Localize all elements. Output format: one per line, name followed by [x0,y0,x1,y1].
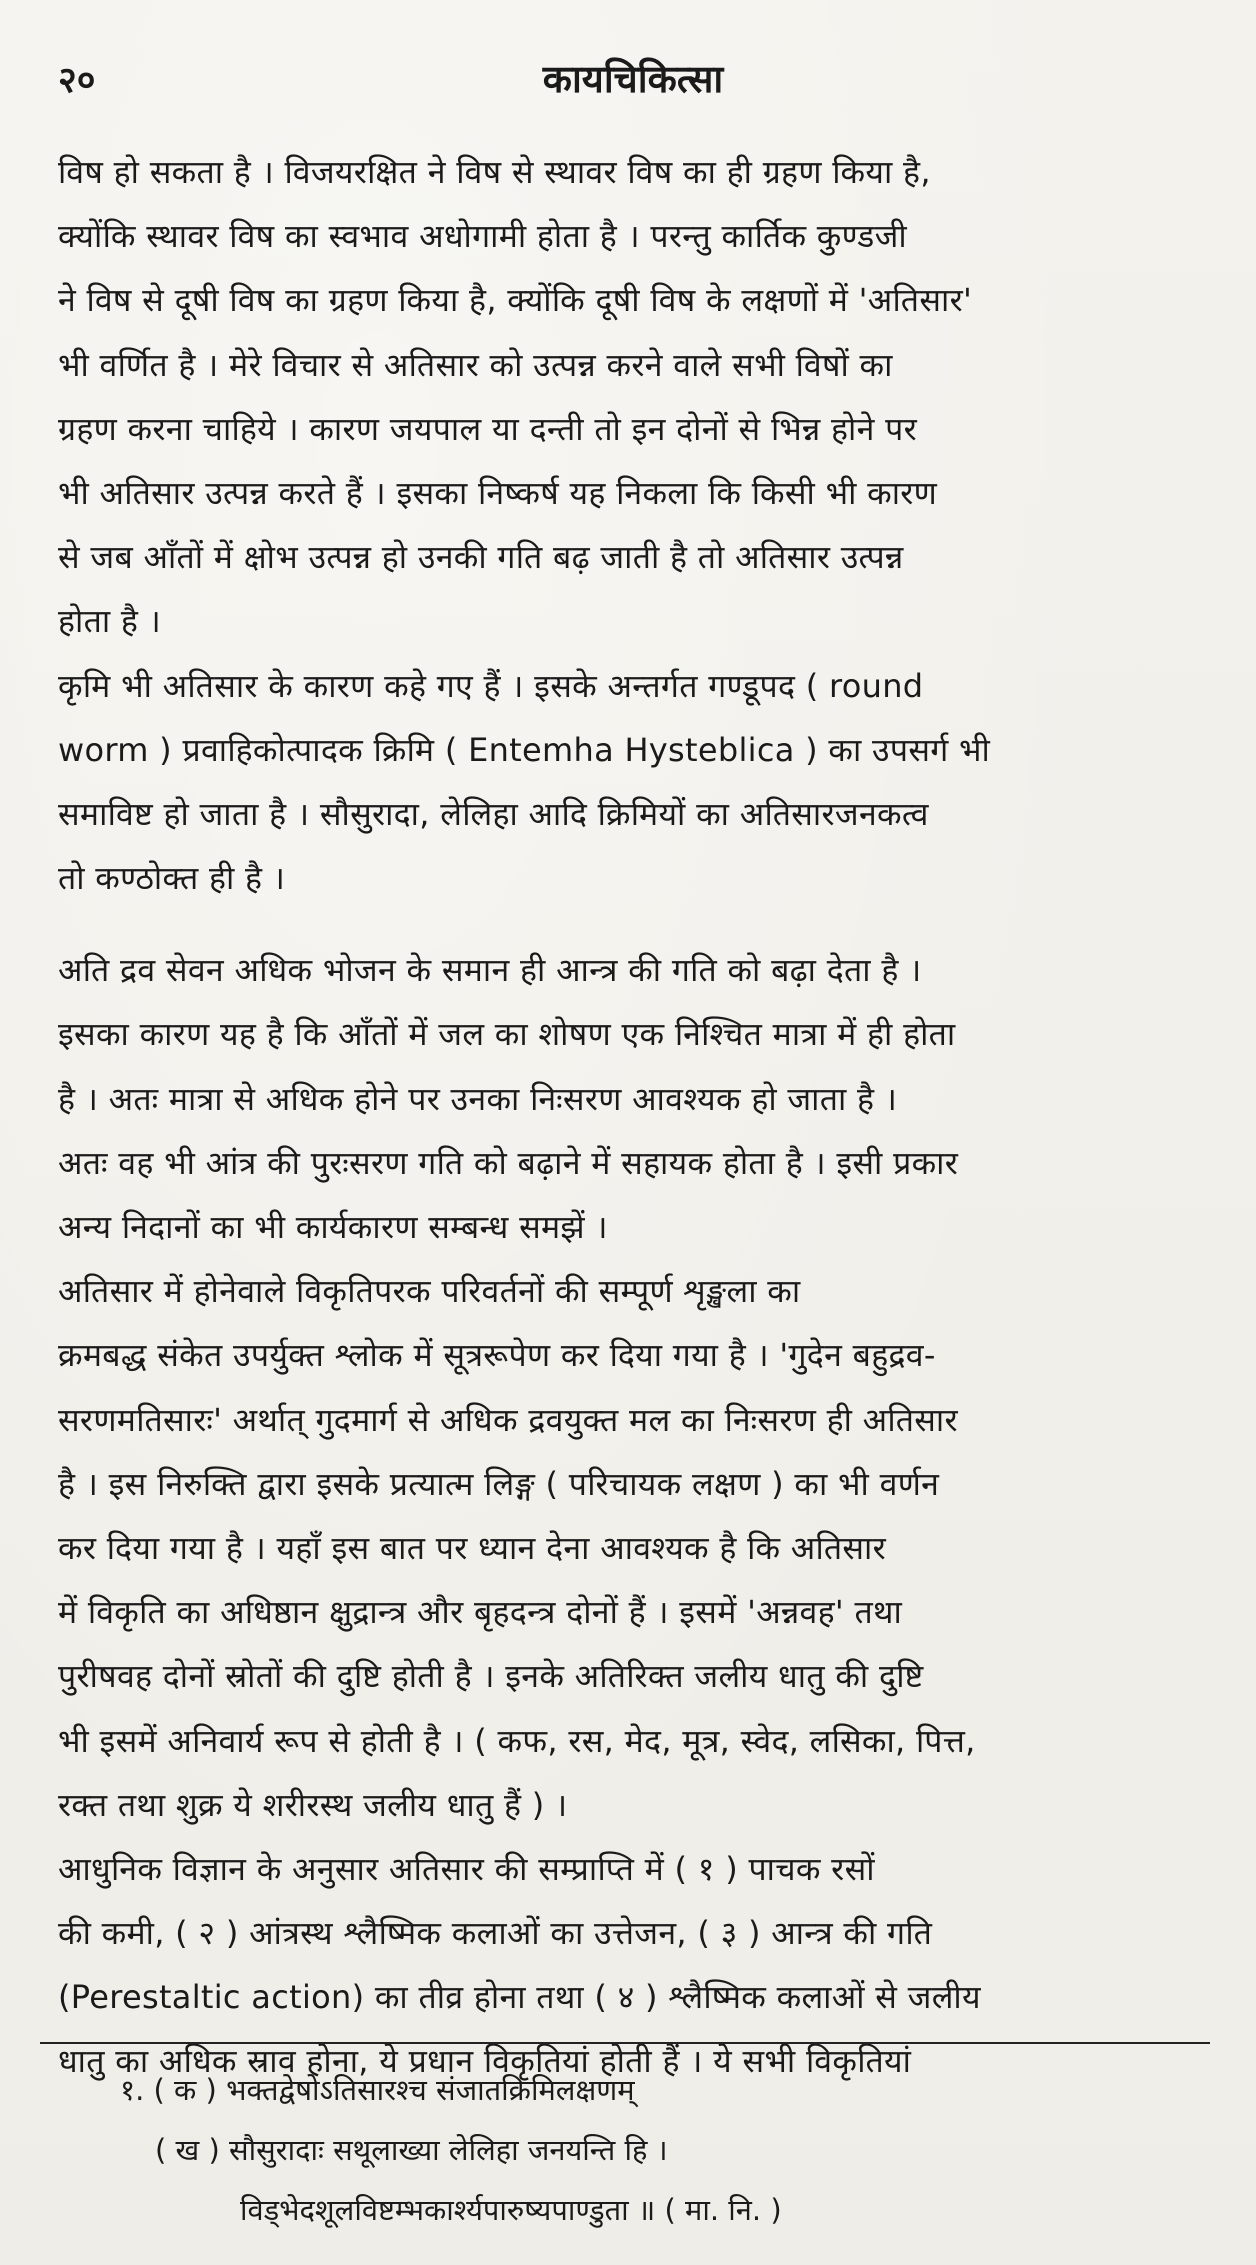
page-number: २० [58,60,96,101]
paragraph [58,654,1208,911]
text-line: अतः वह भी आंत्र की पुरःसरण गति को बढ़ाने में सहायक होता है । इसी प्रकार [58,1143,959,1182]
text-line: ने विष से दूषी विष का ग्रहण किया है, क्योंकि दूषी विष के लक्षणों में 'अतिसार' [58,281,973,320]
body-text [58,140,1208,2094]
footnote-divider [40,2042,1210,2044]
text-line: विष हो सकता है । विजयरक्षित ने विष से स्थावर विष का ही ग्रहण किया है, [58,153,931,191]
text-line: इसका कारण यह है कि आँतों में जल का शोषण एक निश्चित मात्रा में ही होता [58,1015,956,1054]
text-line: कर दिया गया है । यहाँ इस बात पर ध्यान देना आवश्यक है कि अतिसार [58,1528,886,1567]
text-line: ग्रहण करना चाहिये । कारण जयपाल या दन्ती तो इन दोनों से भिन्न होने पर [58,409,918,448]
footnote-line: विड्भेदशूलविष्टम्भकार्श्यपारुष्यपाण्डुता ॥ ( मा. नि. ) [240,2193,782,2227]
paragraph [58,1259,1208,1837]
text-line: से जब आँतों में क्षोभ उत्पन्न हो उनकी गति बढ़ जाती है तो अतिसार उत्पन्न [58,538,904,577]
text-line: की कमी, ( २ ) आंत्रस्थ श्लैष्मिक कलाओं का उत्तेजन, ( ३ ) आन्त्र की गति [58,1914,933,1953]
text-line: है । इस निरुक्ति द्वारा इसके प्रत्यात्म लिङ्ग ( परिचायक लक्षण ) का भी वर्णन [58,1464,940,1503]
text-line: आधुनिक विज्ञान के अनुसार अतिसार की सम्प्राप्ति में ( १ ) पाचक रसों [58,1849,875,1888]
text-line: है । अतः मात्रा से अधिक होने पर उनका निःसरण आवश्यक हो जाता है । [58,1079,898,1118]
text-line: अन्य निदानों का भी कार्यकारण सम्बन्ध समझें । [58,1208,608,1246]
text-line: क्रमबद्ध संकेत उपर्युक्त श्लोक में सूत्ररूपेण कर दिया गया है । 'गुदेन बहुद्रव- [58,1336,936,1375]
text-line: सरणमतिसारः' अर्थात् गुदमार्ग से अधिक द्रवयुक्त मल का निःसरण ही अतिसार [58,1400,958,1439]
text-line: (Perestaltic action) का तीव्र होना तथा ( ४ ) श्लैष्मिक कलाओं से जलीय [58,1978,981,2017]
paragraph [58,140,1208,654]
text-line: भी अतिसार उत्पन्न करते हैं । इसका निष्कर्ष यह निकला कि किसी भी कारण [58,473,938,512]
text-line: में विकृति का अधिष्ठान क्षुद्रान्त्र और बृहदन्त्र दोनों हैं । इसमें 'अन्नवह' तथा [58,1593,903,1632]
text-line: होता है । [58,602,162,641]
text-line: समाविष्ट हो जाता है । सौसुरादा, लेलिहा आदि क्रिमियों का अतिसारजनकत्व [58,794,929,833]
running-title: कायचिकित्सा [542,57,724,101]
paragraph-gap [58,910,1208,938]
footnote-line: १. ( क ) भक्तद्वेषोऽतिसारश्च संजातक्रिमिलक्षणम् [120,2073,635,2107]
text-line: रक्त तथा शुक्र ये शरीरस्थ जलीय धातु हैं ) । [58,1785,568,1824]
text-line: क्योंकि स्थावर विष का स्वभाव अधोगामी होता है । परन्तु कार्तिक कुण्डजी [58,217,907,256]
text-line: पुरीषवह दोनों स्रोतों की दुष्टि होती है । इनके अतिरिक्त जलीय धातु की दुष्टि [58,1657,924,1696]
page-header [58,50,1208,110]
text-line: धातु का अधिक स्राव होना, ये प्रधान विकृतियां होती हैं । ये सभी विकृतियां [58,2042,912,2081]
paragraph [58,938,1208,1259]
paragraph [58,1837,1208,2094]
text-line: अतिसार में होनेवाले विकृतिपरक परिवर्तनों की सम्पूर्ण शृङ्खला का [58,1272,801,1311]
text-line: कृमि भी अतिसार के कारण कहे गए हैं । इसके अन्तर्गत गण्डूपद ( round [58,666,924,705]
text-line: worm ) प्रवाहिकोत्पादक क्रिमि ( Entemha Hysteblica ) का उपसर्ग भी [58,730,991,769]
footnotes [120,2060,1180,2240]
text-line: भी वर्णित है । मेरे विचार से अतिसार को उत्पन्न करने वाले सभी विषों का [58,345,893,384]
text-line: तो कण्ठोक्त ही है । [58,859,286,898]
footnote-line: ( ख ) सौसुरादाः सथूलाख्या लेलिहा जनयन्ति हि । [155,2133,668,2167]
text-line: भी इसमें अनिवार्य रूप से होती है । ( कफ, रस, मेद, मूत्र, स्वेद, लसिका, पित्त, [58,1721,976,1760]
text-line: अति द्रव सेवन अधिक भोजन के समान ही आन्त्र की गति को बढ़ा देता है । [58,951,922,990]
